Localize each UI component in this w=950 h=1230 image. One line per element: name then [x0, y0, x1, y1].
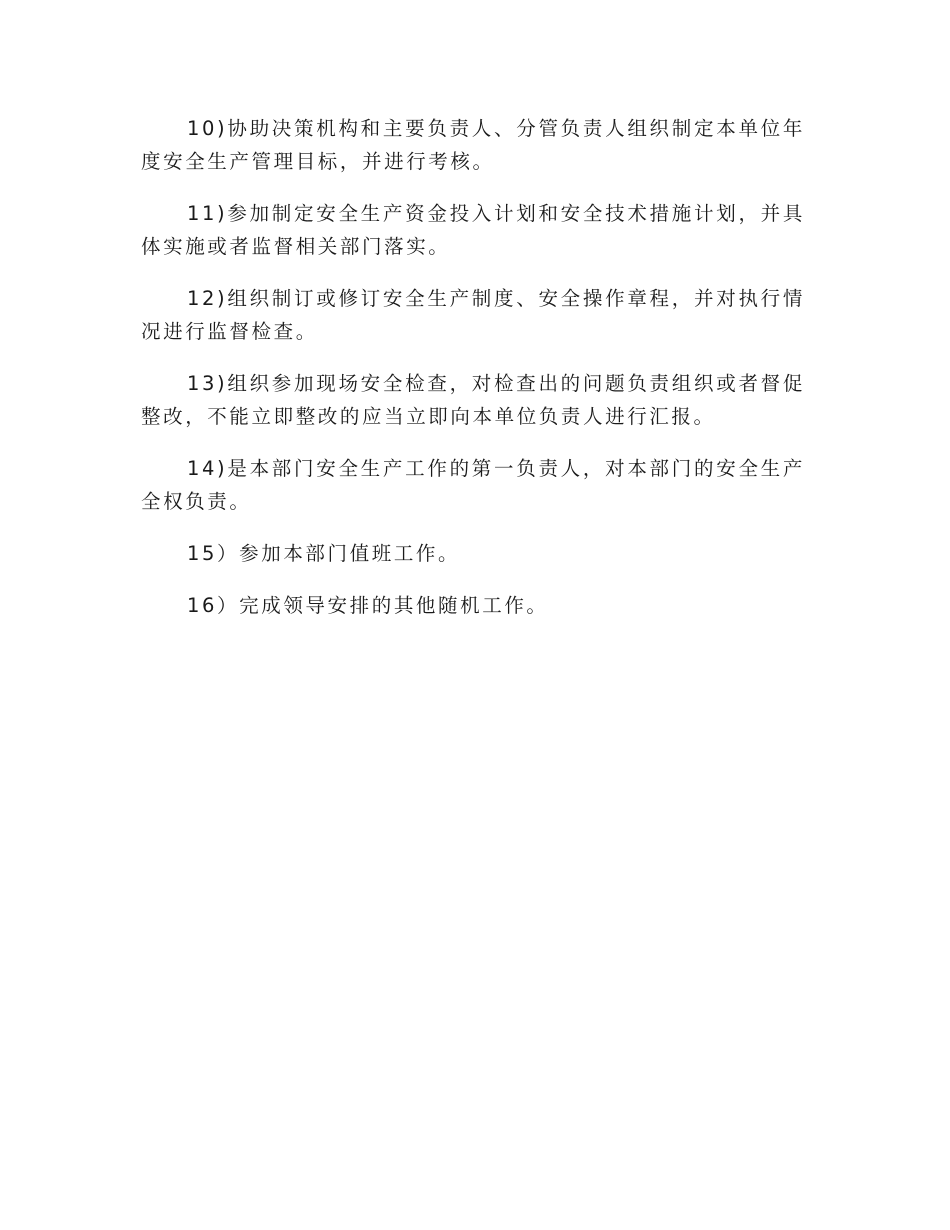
paragraph-item-15: 15）参加本部门值班工作。	[187, 542, 461, 565]
paragraph-item-13: 13)组织参加现场安全检查，对检查出的问题负责组织或者督促整改，不能立即整改的应当立即向本单位负责人进行汇报。	[141, 372, 805, 428]
paragraph-item-12: 12)组织制订或修订安全生产制度、安全操作章程，并对执行情况进行监督检查。	[141, 287, 805, 343]
paragraph-item-10: 10)协助决策机构和主要负责人、分管负责人组织制定本单位年度安全生产管理目标，并进行考核。	[141, 117, 805, 173]
paragraph-item-16: 16）完成领导安排的其他随机工作。	[187, 594, 549, 617]
paragraph-item-14: 14)是本部门安全生产工作的第一负责人，对本部门的安全生产全权负责。	[141, 457, 805, 513]
document-body	[141, 112, 805, 641]
paragraph-item-11: 11)参加制定安全生产资金投入计划和安全技术措施计划，并具体实施或者监督相关部门落实。	[141, 202, 805, 258]
